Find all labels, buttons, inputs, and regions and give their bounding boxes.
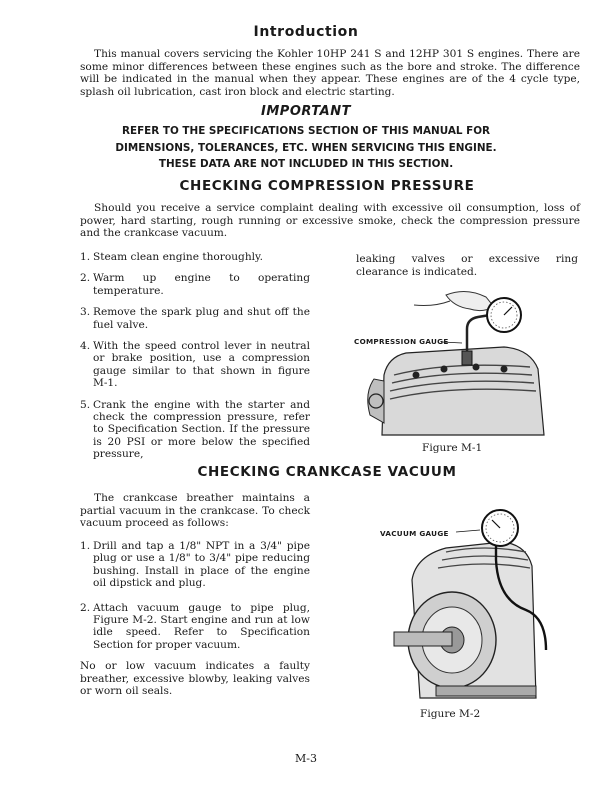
compression-steps bbox=[80, 251, 310, 461]
vacuum-intro: The crankcase breather maintains a partial vacuum in the crankcase. To check vacuum proceed as follows: bbox=[80, 492, 310, 530]
figure-m2-illustration bbox=[376, 500, 584, 698]
vacuum-step: 2. Attach vacuum gauge to pipe plug, Figure M-2. Start engine and run at low idle speed. Refer to Specification Section for proper vacuum. bbox=[80, 601, 310, 651]
compression-title: CHECKING COMPRESSION PRESSURE bbox=[179, 178, 475, 194]
page-title: Introduction bbox=[253, 24, 359, 40]
important-notice bbox=[0, 123, 612, 173]
vacuum-gauge-label: VACUUM GAUGE bbox=[380, 529, 449, 538]
figure-m1-caption: Figure M-1 bbox=[422, 442, 483, 454]
vacuum-step: 1. Drill and tap a 1/8" NPT in a 3/4" pipe plug or use a 1/8" to 3/4" pipe reducing bushing. Install in place of the engine oil dipstick and plug. bbox=[80, 540, 310, 590]
important-heading: IMPORTANT bbox=[261, 104, 351, 119]
vacuum-note: No or low vacuum indicates a faulty breather, excessive blowby, leaking valves or worn oil seals. bbox=[80, 660, 310, 698]
page-number: M-3 bbox=[295, 752, 317, 765]
important-line: DIMENSIONS, TOLERANCES, ETC. WHEN SERVICING THIS ENGINE. bbox=[115, 141, 497, 154]
vacuum-title: CHECKING CRANKCASE VACUUM bbox=[197, 464, 457, 480]
compression-gauge-label: COMPRESSION GAUGE bbox=[354, 337, 449, 346]
compression-step: 2. Warm up engine to operating temperature. bbox=[80, 272, 310, 297]
important-line: THESE DATA ARE NOT INCLUDED IN THIS SECTION. bbox=[158, 158, 454, 170]
compression-step: 3. Remove the spark plug and shut off the fuel valve. bbox=[80, 306, 310, 331]
compression-continuation: leaking valves or excessive ring clearance is indicated. bbox=[356, 253, 578, 278]
compression-step: 5. Crank the engine with the starter and check the compression pressure, refer to Specification Section. If the pressure is 20 PSI or more below the specified pressure, bbox=[80, 398, 310, 461]
compression-step: 4. With the speed control lever in neutral or brake position, use a compression gauge similar to that shown in figure M-1. bbox=[80, 340, 310, 390]
figure-m2-caption: Figure M-2 bbox=[420, 708, 481, 720]
important-line: REFER TO THE SPECIFICATIONS SECTION OF THIS MANUAL FOR bbox=[121, 125, 491, 137]
compression-intro: Should you receive a service complaint dealing with excessive oil consumption, loss of power, hard starting, rough running or excessive smoke, check the compression pressure and the crankcase vacuum. bbox=[80, 202, 580, 240]
introduction-paragraph: This manual covers servicing the Kohler 10HP 241 S and 12HP 301 S engines. There are some minor differences between these engines such as the bore and stroke. The difference will be indicated in the manual when they appear. These engines are of the 4 cycle type, splash oil lubrication, cast iron block and electric starting. bbox=[80, 48, 580, 98]
vacuum-steps bbox=[80, 540, 310, 651]
compression-step: 1. Steam clean engine thoroughly. bbox=[80, 251, 263, 263]
compression-gauge-illustration bbox=[354, 283, 580, 435]
figure-m1-illustration bbox=[354, 283, 580, 435]
